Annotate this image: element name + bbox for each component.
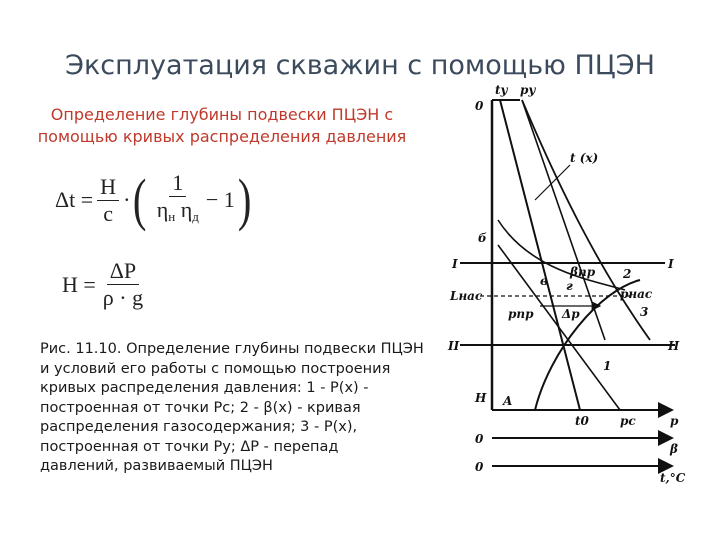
label-three: 3: [640, 305, 649, 319]
label-ppr: pпр: [508, 307, 534, 321]
label-H: H: [475, 391, 487, 405]
label-t-axis: t,°C: [660, 471, 686, 485]
subtitle: [22, 104, 422, 148]
label-zero-beta: 0: [475, 432, 484, 446]
formula-1-num-one: 1: [169, 170, 186, 197]
pressure-distribution-diagram: [440, 80, 700, 500]
formula-1-lhs: Δt =: [55, 187, 94, 212]
label-p-axis: p: [670, 414, 679, 428]
eta-sub-d: д: [192, 209, 199, 224]
left-paren: (: [133, 167, 147, 232]
label-t0: t0: [575, 414, 589, 428]
formula-1-dot: ·: [123, 187, 131, 212]
label-II-right: II: [668, 339, 680, 353]
caption-line: распределения газосодержания; 3 - P(x),: [40, 419, 358, 435]
eta-symbol-1: η: [156, 197, 169, 222]
label-dp: Δp: [562, 307, 580, 321]
formula-2-den: ρ · g: [102, 285, 144, 310]
formula-1-den-eta: [154, 197, 202, 230]
label-two: 2: [623, 267, 632, 281]
formula-2-fraction: [100, 258, 146, 311]
label-one: 1: [603, 359, 612, 373]
label-beta-axis: β: [670, 442, 678, 456]
label-pc: pс: [620, 414, 636, 428]
formula-2-num: ΔP: [107, 258, 139, 285]
label-A: A: [503, 394, 513, 408]
label-I-right: I: [668, 257, 674, 271]
formula-2-lhs: H =: [62, 271, 96, 297]
formula-delta-t: [55, 167, 254, 232]
label-ty: tу: [495, 83, 508, 97]
label-py: pу: [520, 83, 536, 97]
formula-1-fraction-eta: [154, 170, 202, 230]
label-v: в: [540, 274, 548, 288]
caption-line: кривых распределения давления: 1 - P(x) -: [40, 380, 369, 396]
label-II-left: II: [448, 339, 460, 353]
formula-1-fraction-h-c: [97, 174, 119, 227]
tx-line-1: [500, 100, 580, 410]
eta-sub-n: н: [168, 209, 176, 224]
right-paren: ): [237, 167, 252, 232]
caption-line: давлений, развиваемый ПЦЭН: [40, 458, 273, 474]
label-zero-t: 0: [475, 460, 484, 474]
slide-title: Эксплуатация скважин с помощью ПЦЭН: [65, 50, 655, 81]
caption-line: построенная от точки Pу; ΔP - перепад: [40, 438, 339, 455]
formula-1-den-c: c: [103, 200, 113, 226]
subtitle-line-1: Определение глубины подвески ПЦЭН с: [50, 105, 394, 124]
label-lnas: Lнас: [450, 289, 483, 303]
figure-caption: [40, 340, 435, 477]
label-beta-pr: βпр: [570, 265, 596, 279]
label-pnas: pнас: [620, 287, 653, 301]
eta-symbol-2: η: [180, 197, 193, 222]
label-tx: t (x): [570, 151, 599, 165]
tx-line-2: [522, 100, 605, 340]
label-I-left: I: [452, 257, 458, 271]
curve-2: [498, 220, 625, 290]
caption-line: и условий его работы с помощью построения: [40, 360, 391, 377]
formula-1-minus-one: − 1: [205, 187, 235, 212]
caption-line: Рис. 11.10. Определение глубины подвески ПЦЭН: [40, 341, 424, 357]
formula-h: [62, 258, 150, 311]
label-origin: 0: [475, 99, 484, 113]
subtitle-line-2: помощью кривых распределения давления: [37, 127, 407, 146]
caption-line: построенная от точки Pс; 2 - β(x) - кривая: [40, 399, 361, 416]
formula-1-num-h: H: [97, 174, 119, 201]
label-b: б: [478, 231, 487, 245]
label-g: г: [566, 279, 573, 293]
